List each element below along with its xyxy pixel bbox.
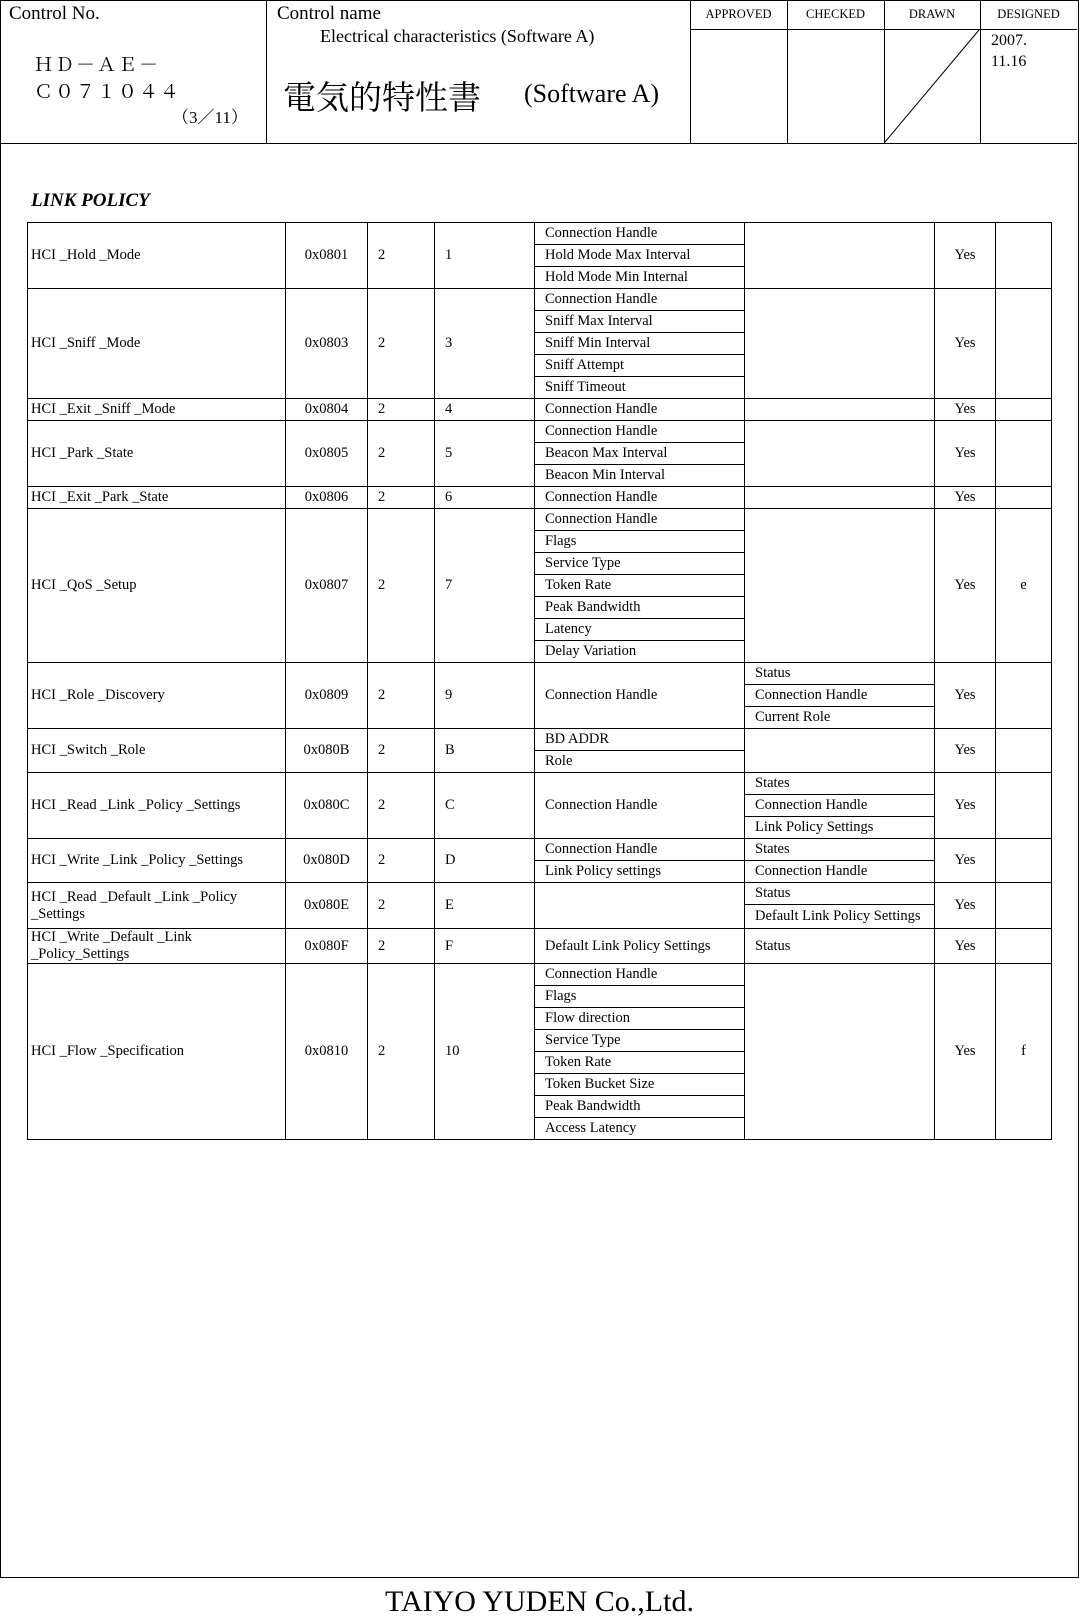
ogf-cell: 2 [368,839,435,883]
ogf-cell: 2 [368,509,435,663]
ocf-cell: 10 [435,964,535,1140]
ocf-cell: B [435,729,535,773]
ocf-cell: 5 [435,421,535,487]
parameter-cell: Connection Handle [535,663,745,729]
parameter-cell: Peak Bandwidth [535,1096,745,1118]
return-cell: Link Policy Settings [745,817,935,839]
note-cell [996,883,1052,929]
ogf-cell: 2 [368,487,435,509]
table-row [28,421,1052,443]
parameter-cell: Delay Variation [535,641,745,663]
divider [266,0,267,143]
control-name-label: Control name [277,3,381,24]
checked-label: CHECKED [805,7,866,21]
ocf-cell: 9 [435,663,535,729]
ogf-cell: 2 [368,289,435,399]
ocf-cell: 6 [435,487,535,509]
return-cell: States [745,839,935,861]
parameter-cell: Connection Handle [535,487,745,509]
opcode-cell: 0x0810 [286,964,368,1140]
note-cell [996,663,1052,729]
parameter-cell: Beacon Min Interval [535,465,745,487]
supported-cell: Yes [935,773,996,839]
note-cell [996,929,1052,964]
parameter-cell: Connection Handle [535,964,745,986]
ogf-cell: 2 [368,399,435,421]
control-no-label: Control No. [9,3,100,24]
parameter-cell: BD ADDR [535,729,745,751]
opcode-cell: 0x0809 [286,663,368,729]
parameter-cell: Beacon Max Interval [535,443,745,465]
ogf-cell: 2 [368,729,435,773]
opcode-cell: 0x080B [286,729,368,773]
command-cell: HCI _QoS _Setup [28,509,286,663]
page-indicator: （3／11） [172,108,248,127]
opcode-cell: 0x0805 [286,421,368,487]
table-row [28,929,1052,964]
return-cell: Connection Handle [745,795,935,817]
table-row [28,509,1052,531]
parameter-cell: Sniff Min Interval [535,333,745,355]
return-cell [745,964,935,1140]
note-cell [996,839,1052,883]
opcode-cell: 0x0806 [286,487,368,509]
supported-cell: Yes [935,729,996,773]
designed-label: DESIGNED [997,7,1060,21]
opcode-cell: 0x080C [286,773,368,839]
command-cell: HCI _Flow _Specification [28,964,286,1140]
return-cell: Status [745,663,935,685]
note-cell [996,223,1052,289]
parameter-cell: Hold Mode Min Internal [535,267,745,289]
control-no-line2: Ｃ０７１０４４ [34,82,182,103]
command-cell: HCI _Hold _Mode [28,223,286,289]
supported-cell: Yes [935,223,996,289]
approved-label: APPROVED [705,7,772,21]
parameter-cell: Link Policy settings [535,861,745,883]
table-row [28,289,1052,311]
parameter-cell: Sniff Attempt [535,355,745,377]
command-cell: HCI _Exit _Park _State [28,487,286,509]
ocf-cell: 1 [435,223,535,289]
supported-cell: Yes [935,929,996,964]
command-cell: HCI _Write _Link _Policy _Settings [28,839,286,883]
ocf-cell: 3 [435,289,535,399]
company-name: TAIYO YUDEN Co.,Ltd. [385,1585,694,1618]
ogf-cell: 2 [368,421,435,487]
parameter-cell: Token Rate [535,575,745,597]
supported-cell: Yes [935,839,996,883]
parameter-cell [535,883,745,929]
parameter-cell: Token Bucket Size [535,1074,745,1096]
parameter-cell: Connection Handle [535,223,745,245]
return-cell [745,223,935,289]
parameter-cell: Flags [535,531,745,553]
table-row [28,883,1052,905]
return-cell: Connection Handle [745,861,935,883]
parameter-cell: Connection Handle [535,421,745,443]
parameter-cell: Connection Handle [535,289,745,311]
parameter-cell: Service Type [535,553,745,575]
parameter-cell: Connection Handle [535,509,745,531]
ogf-cell: 2 [368,223,435,289]
parameter-cell: Connection Handle [535,399,745,421]
note-cell [996,399,1052,421]
parameter-cell: Sniff Max Interval [535,311,745,333]
parameter-cell: Latency [535,619,745,641]
return-cell [745,399,935,421]
parameter-cell: Sniff Timeout [535,377,745,399]
parameter-cell: Role [535,751,745,773]
supported-cell: Yes [935,663,996,729]
parameter-cell: Flow direction [535,1008,745,1030]
opcode-cell: 0x080D [286,839,368,883]
control-name-japanese: 電気的特性書 [283,78,481,117]
link-policy-table [27,222,1052,1140]
parameter-cell: Peak Bandwidth [535,597,745,619]
command-cell: HCI _Park _State [28,421,286,487]
return-cell [745,509,935,663]
drawn-slash [884,29,980,143]
section-title: LINK POLICY [31,190,150,211]
ogf-cell: 2 [368,663,435,729]
command-cell: HCI _Sniff _Mode [28,289,286,399]
ogf-cell: 2 [368,773,435,839]
parameter-cell: Connection Handle [535,773,745,839]
return-cell [745,421,935,487]
table-row [28,964,1052,986]
opcode-cell: 0x0803 [286,289,368,399]
drawn-label: DRAWN [908,7,956,21]
note-cell: f [996,964,1052,1140]
return-cell: Current Role [745,707,935,729]
table-row [28,487,1052,509]
note-cell [996,729,1052,773]
note-cell [996,421,1052,487]
parameter-cell: Service Type [535,1030,745,1052]
supported-cell: Yes [935,421,996,487]
command-cell: HCI _Read _Default _Link _Policy _Settings [28,883,286,929]
link-policy-table-body [28,223,1052,1140]
ocf-cell: D [435,839,535,883]
opcode-cell: 0x0801 [286,223,368,289]
supported-cell: Yes [935,289,996,399]
designed-date-year: 2007. [991,32,1027,49]
command-cell: HCI _Exit _Sniff _Mode [28,399,286,421]
command-cell: HCI _Write _Default _Link _Policy_Settings [28,929,286,964]
parameter-cell: Hold Mode Max Interval [535,245,745,267]
return-cell: Default Link Policy Settings [745,905,935,929]
ocf-cell: 7 [435,509,535,663]
ocf-cell: F [435,929,535,964]
command-cell: HCI _Switch _Role [28,729,286,773]
title-block [0,0,1077,144]
ogf-cell: 2 [368,883,435,929]
ogf-cell: 2 [368,964,435,1140]
note-cell [996,289,1052,399]
return-cell [745,289,935,399]
ocf-cell: 4 [435,399,535,421]
supported-cell: Yes [935,964,996,1140]
parameter-cell: Token Rate [535,1052,745,1074]
ogf-cell: 2 [368,929,435,964]
ocf-cell: E [435,883,535,929]
note-cell: e [996,509,1052,663]
ocf-cell: C [435,773,535,839]
return-cell [745,729,935,773]
control-no-line1: ＨＤ－ＡＥ－ [34,55,161,76]
command-cell: HCI _Read _Link _Policy _Settings [28,773,286,839]
designed-date-day: 11.16 [991,53,1027,70]
table-row [28,399,1052,421]
table-row [28,773,1052,795]
control-name-english: Electrical characteristics (Software A) [320,26,595,46]
command-cell: HCI _Role _Discovery [28,663,286,729]
return-cell: Status [745,883,935,905]
opcode-cell: 0x080F [286,929,368,964]
supported-cell: Yes [935,509,996,663]
return-cell: Status [745,929,935,964]
note-cell [996,487,1052,509]
note-cell [996,773,1052,839]
table-row [28,223,1052,245]
supported-cell: Yes [935,487,996,509]
supported-cell: Yes [935,399,996,421]
supported-cell: Yes [935,883,996,929]
table-row [28,663,1052,685]
table-row [28,839,1052,861]
parameter-cell: Connection Handle [535,839,745,861]
opcode-cell: 0x0804 [286,399,368,421]
return-cell [745,487,935,509]
control-name-suffix: (Software A) [524,79,660,108]
return-cell: States [745,773,935,795]
parameter-cell: Default Link Policy Settings [535,929,745,964]
opcode-cell: 0x080E [286,883,368,929]
table-row [28,729,1052,751]
parameter-cell: Flags [535,986,745,1008]
return-cell: Connection Handle [745,685,935,707]
opcode-cell: 0x0807 [286,509,368,663]
parameter-cell: Access Latency [535,1118,745,1140]
